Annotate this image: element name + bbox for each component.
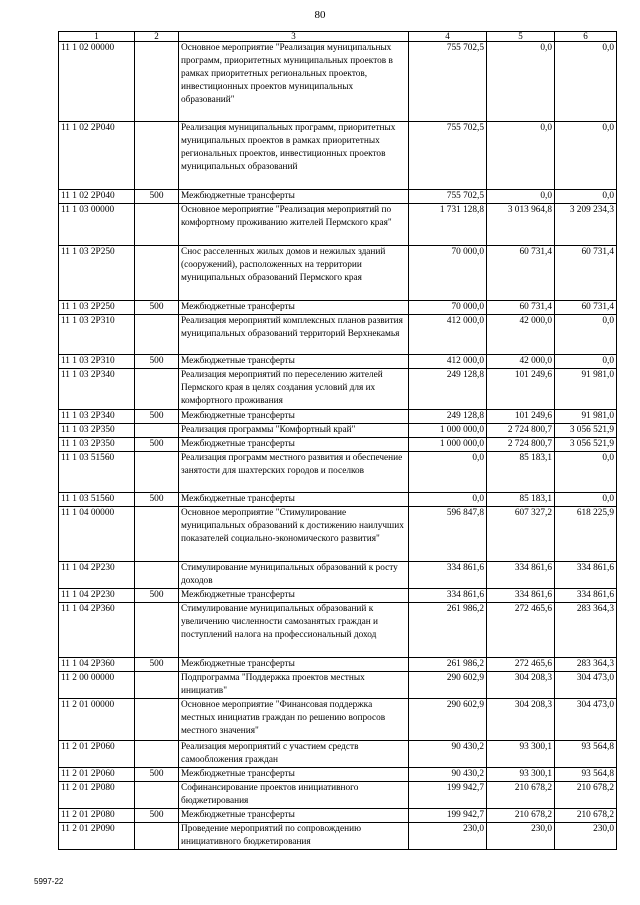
name-cell: Стимулирование муниципальных образований к росту доходов [179,562,409,589]
code-cell: 11 1 04 2P360 [59,658,135,672]
type-cell [135,823,179,850]
table-row [59,369,617,410]
value-2024-cell: 0,0 [487,190,555,204]
value-2025-cell: 60 731,4 [555,246,617,301]
code-cell: 11 1 03 00000 [59,204,135,246]
name-cell: Межбюджетные трансферты [179,589,409,603]
value-2023-cell: 334 861,6 [409,589,487,603]
name-cell: Межбюджетные трансферты [179,809,409,823]
value-2024-cell: 42 000,0 [487,355,555,369]
code-cell: 11 2 01 2P090 [59,823,135,850]
table-row [59,768,617,782]
name-cell: Снос расселенных жилых домов и нежилых зданий (сооружений), расположенных на территории муниципальных образований Пермского края [179,246,409,301]
value-2025-cell: 0,0 [555,122,617,190]
name-cell: Стимулирование муниципальных образований к увеличению численности самозанятых граждан и поступлений налога на профессиональный доход [179,603,409,658]
value-2025-cell: 0,0 [555,452,617,493]
value-2023-cell: 199 942,7 [409,809,487,823]
value-2023-cell: 1 000 000,0 [409,424,487,438]
type-cell: 500 [135,190,179,204]
value-2024-cell: 85 183,1 [487,493,555,507]
header-cell: 4 [409,32,487,42]
type-cell [135,204,179,246]
code-cell: 11 1 02 00000 [59,42,135,122]
code-cell: 11 2 01 2P080 [59,809,135,823]
value-2025-cell: 304 473,0 [555,672,617,699]
value-2024-cell: 210 678,2 [487,782,555,809]
value-2024-cell: 2 724 800,7 [487,438,555,452]
value-2023-cell: 249 128,8 [409,369,487,410]
value-2023-cell: 1 731 128,8 [409,204,487,246]
value-2023-cell: 90 430,2 [409,768,487,782]
name-cell: Межбюджетные трансферты [179,658,409,672]
type-cell [135,122,179,190]
value-2025-cell: 0,0 [555,493,617,507]
value-2024-cell: 2 724 800,7 [487,424,555,438]
name-cell: Подпрограмма "Поддержка проектов местных инициатив" [179,672,409,699]
code-cell: 11 1 04 00000 [59,507,135,562]
value-2024-cell: 3 013 964,8 [487,204,555,246]
value-2023-cell: 199 942,7 [409,782,487,809]
value-2025-cell: 0,0 [555,355,617,369]
type-cell [135,672,179,699]
table-row [59,823,617,850]
table-row [59,562,617,589]
value-2025-cell: 334 861,6 [555,562,617,589]
value-2024-cell: 93 300,1 [487,741,555,768]
code-cell: 11 1 03 2P340 [59,369,135,410]
value-2025-cell: 0,0 [555,315,617,355]
name-cell: Межбюджетные трансферты [179,493,409,507]
header-cell: 5 [487,32,555,42]
type-cell [135,699,179,741]
footer-code: 5997-22 [34,877,64,886]
value-2023-cell: 290 602,9 [409,672,487,699]
value-2025-cell: 304 473,0 [555,699,617,741]
value-2024-cell: 304 208,3 [487,672,555,699]
value-2023-cell: 334 861,6 [409,562,487,589]
table-row [59,42,617,122]
value-2025-cell: 91 981,0 [555,410,617,424]
value-2025-cell: 334 861,6 [555,589,617,603]
type-cell: 500 [135,809,179,823]
name-cell: Межбюджетные трансферты [179,410,409,424]
table-row [59,438,617,452]
type-cell [135,42,179,122]
value-2023-cell: 0,0 [409,452,487,493]
table-header-row [59,32,617,42]
table-row [59,246,617,301]
value-2025-cell: 60 731,4 [555,301,617,315]
value-2024-cell: 334 861,6 [487,589,555,603]
value-2023-cell: 290 602,9 [409,699,487,741]
value-2023-cell: 90 430,2 [409,741,487,768]
value-2025-cell: 3 056 521,9 [555,438,617,452]
type-cell [135,452,179,493]
table-row [59,741,617,768]
value-2023-cell: 596 847,8 [409,507,487,562]
name-cell: Софинансирование проектов инициативного бюджетирования [179,782,409,809]
code-cell: 11 1 04 2P230 [59,562,135,589]
value-2023-cell: 1 000 000,0 [409,438,487,452]
value-2025-cell: 93 564,8 [555,741,617,768]
value-2024-cell: 60 731,4 [487,301,555,315]
type-cell: 500 [135,438,179,452]
page-number: 80 [314,9,326,21]
code-cell: 11 2 01 00000 [59,699,135,741]
name-cell: Основное мероприятие "Реализация мероприятий по комфортному проживанию жителей Пермского края" [179,204,409,246]
code-cell: 11 1 04 2P360 [59,603,135,658]
table-row [59,603,617,658]
value-2024-cell: 93 300,1 [487,768,555,782]
table-row [59,122,617,190]
value-2023-cell: 261 986,2 [409,658,487,672]
value-2024-cell: 607 327,2 [487,507,555,562]
code-cell: 11 1 03 2P350 [59,438,135,452]
value-2024-cell: 101 249,6 [487,410,555,424]
value-2023-cell: 412 000,0 [409,355,487,369]
value-2023-cell: 755 702,5 [409,42,487,122]
value-2024-cell: 304 208,3 [487,699,555,741]
table-row [59,658,617,672]
table-row [59,493,617,507]
type-cell [135,603,179,658]
type-cell [135,315,179,355]
table-row [59,424,617,438]
value-2025-cell: 3 209 234,3 [555,204,617,246]
code-cell: 11 1 03 2P310 [59,355,135,369]
value-2025-cell: 618 225,9 [555,507,617,562]
code-cell: 11 1 03 2P310 [59,315,135,355]
value-2024-cell: 0,0 [487,122,555,190]
code-cell: 11 1 02 2P040 [59,122,135,190]
value-2025-cell: 91 981,0 [555,369,617,410]
type-cell [135,507,179,562]
type-cell: 500 [135,768,179,782]
budget-table [58,31,617,850]
value-2025-cell: 0,0 [555,42,617,122]
value-2025-cell: 283 364,3 [555,658,617,672]
name-cell: Реализация муниципальных программ, приоритетных муниципальных проектов в рамках приоритетных региональных проектов, инвестиционных проектов муниципальных образований [179,122,409,190]
value-2025-cell: 210 678,2 [555,782,617,809]
table-row [59,507,617,562]
code-cell: 11 1 03 51560 [59,493,135,507]
table-row [59,355,617,369]
name-cell: Межбюджетные трансферты [179,301,409,315]
type-cell: 500 [135,589,179,603]
name-cell: Основное мероприятие "Реализация муниципальных программ, приоритетных муниципальных проектов в рамках приоритетных региональных проектов, инвестиционных проектов муниципальных образований" [179,42,409,122]
value-2023-cell: 70 000,0 [409,301,487,315]
value-2023-cell: 412 000,0 [409,315,487,355]
value-2025-cell: 210 678,2 [555,809,617,823]
header-cell: 1 [59,32,135,42]
value-2023-cell: 230,0 [409,823,487,850]
table-row [59,204,617,246]
header-cell: 6 [555,32,617,42]
value-2024-cell: 60 731,4 [487,246,555,301]
name-cell: Проведение мероприятий по сопровождению инициативного бюджетирования [179,823,409,850]
table-row [59,410,617,424]
value-2024-cell: 85 183,1 [487,452,555,493]
value-2025-cell: 3 056 521,9 [555,424,617,438]
code-cell: 11 1 04 2P230 [59,589,135,603]
name-cell: Межбюджетные трансферты [179,768,409,782]
value-2024-cell: 230,0 [487,823,555,850]
header-cell: 2 [135,32,179,42]
name-cell: Реализация программы "Комфортный край" [179,424,409,438]
table-row [59,452,617,493]
name-cell: Основное мероприятие "Стимулирование муниципальных образований к достижению наилучших показателей социально-экономического развития" [179,507,409,562]
type-cell: 500 [135,410,179,424]
code-cell: 11 2 01 2P080 [59,782,135,809]
type-cell [135,741,179,768]
value-2024-cell: 0,0 [487,42,555,122]
type-cell [135,562,179,589]
code-cell: 11 1 03 2P350 [59,424,135,438]
type-cell: 500 [135,493,179,507]
value-2024-cell: 210 678,2 [487,809,555,823]
value-2025-cell: 230,0 [555,823,617,850]
table-row [59,190,617,204]
table-row [59,672,617,699]
name-cell: Реализация мероприятий комплексных планов развития муниципальных образований территорий Верхнекамья [179,315,409,355]
code-cell: 11 1 03 2P250 [59,301,135,315]
value-2023-cell: 261 986,2 [409,603,487,658]
value-2023-cell: 249 128,8 [409,410,487,424]
code-cell: 11 2 00 00000 [59,672,135,699]
table-row [59,699,617,741]
name-cell: Реализация мероприятий по переселению жителей Пермского края в целях создания условий для их комфортного проживания [179,369,409,410]
value-2023-cell: 70 000,0 [409,246,487,301]
type-cell: 500 [135,355,179,369]
type-cell [135,782,179,809]
header-cell: 3 [179,32,409,42]
value-2023-cell: 0,0 [409,493,487,507]
value-2024-cell: 272 465,6 [487,603,555,658]
type-cell [135,246,179,301]
name-cell: Основное мероприятие "Финансовая поддержка местных инициатив граждан по решению вопросов местного значения" [179,699,409,741]
value-2024-cell: 334 861,6 [487,562,555,589]
type-cell [135,424,179,438]
value-2023-cell: 755 702,5 [409,190,487,204]
code-cell: 11 2 01 2P060 [59,741,135,768]
code-cell: 11 1 03 51560 [59,452,135,493]
code-cell: 11 2 01 2P060 [59,768,135,782]
value-2024-cell: 272 465,6 [487,658,555,672]
name-cell: Реализация мероприятий с участием средств самообложения граждан [179,741,409,768]
table-row [59,301,617,315]
name-cell: Реализация программ местного развития и обеспечение занятости для шахтерских городов и поселков [179,452,409,493]
name-cell: Межбюджетные трансферты [179,438,409,452]
code-cell: 11 1 03 2P250 [59,246,135,301]
value-2025-cell: 93 564,8 [555,768,617,782]
table-row [59,589,617,603]
table-row [59,315,617,355]
table-row [59,809,617,823]
table-row [59,782,617,809]
type-cell: 500 [135,301,179,315]
type-cell: 500 [135,658,179,672]
value-2024-cell: 101 249,6 [487,369,555,410]
code-cell: 11 1 02 2P040 [59,190,135,204]
value-2023-cell: 755 702,5 [409,122,487,190]
name-cell: Межбюджетные трансферты [179,190,409,204]
name-cell: Межбюджетные трансферты [179,355,409,369]
value-2024-cell: 42 000,0 [487,315,555,355]
code-cell: 11 1 03 2P340 [59,410,135,424]
type-cell [135,369,179,410]
value-2025-cell: 0,0 [555,190,617,204]
value-2025-cell: 283 364,3 [555,603,617,658]
